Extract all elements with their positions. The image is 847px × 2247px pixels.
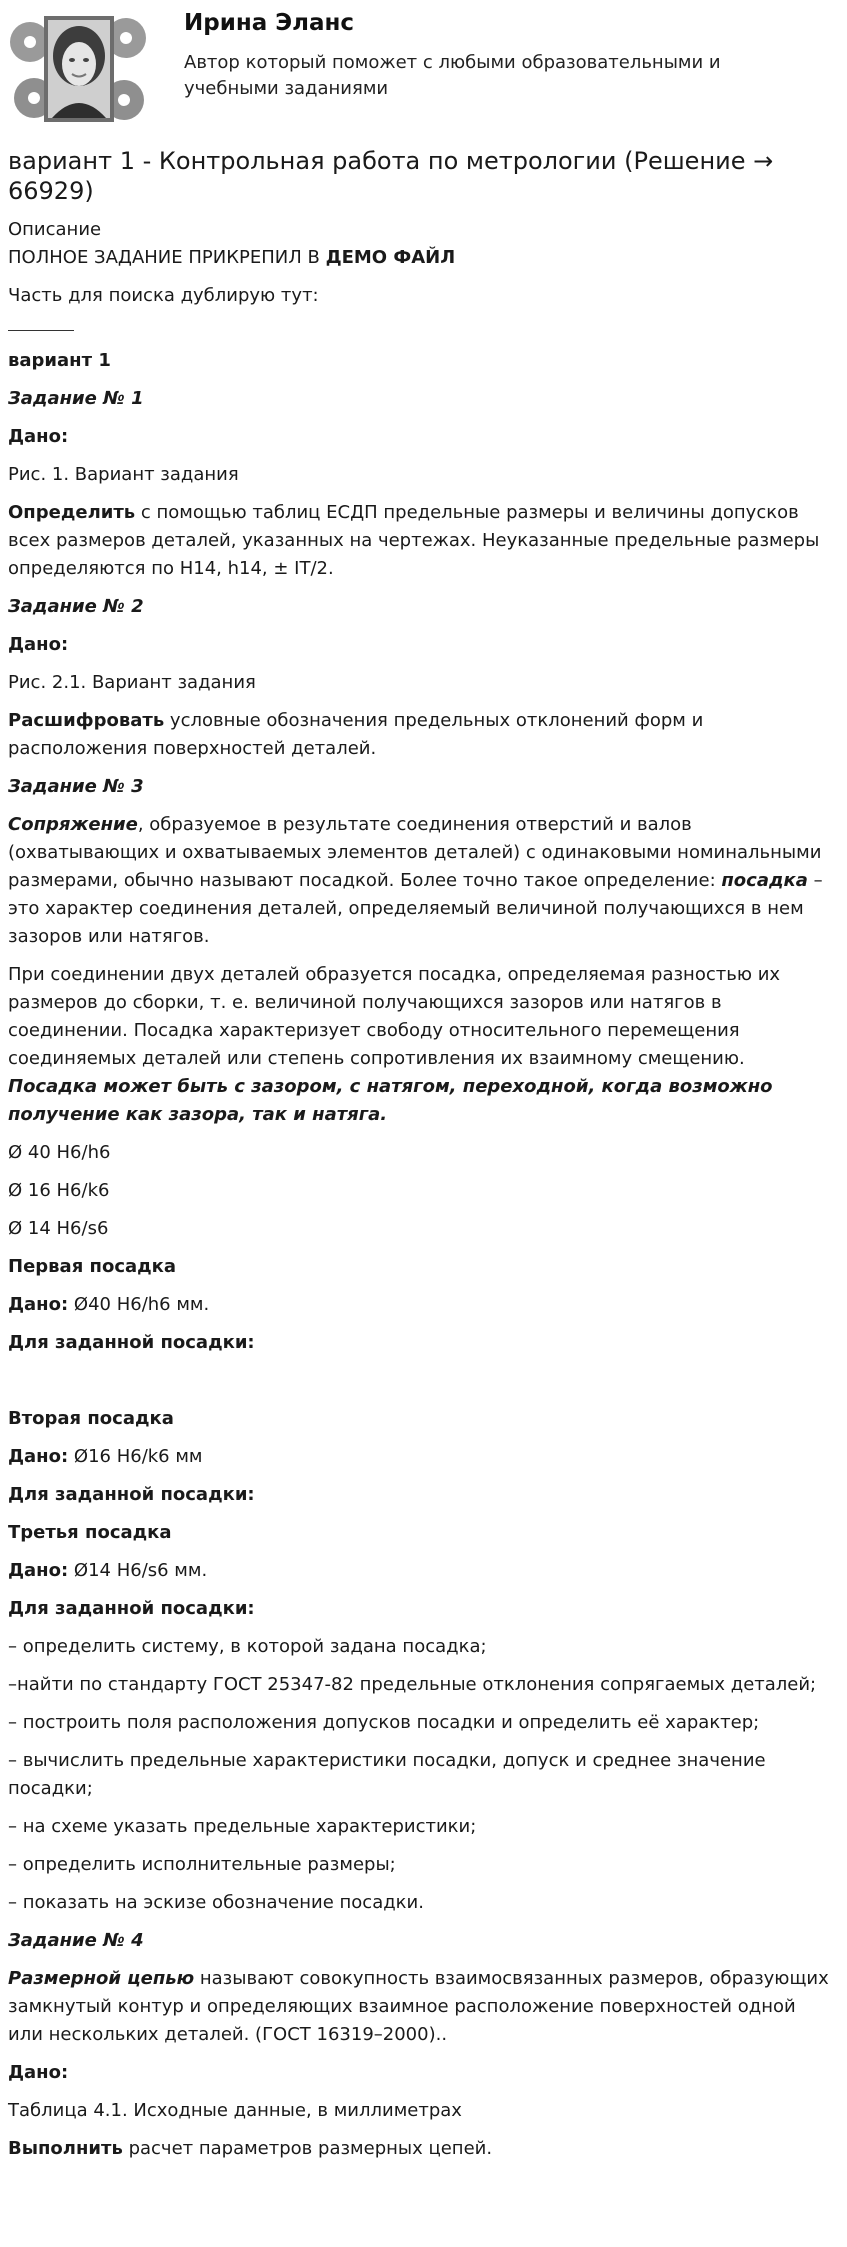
task2-decode <box>8 707 833 763</box>
task3-p1-term2: посадка <box>721 870 808 891</box>
task4-paragraph <box>8 1965 833 2049</box>
task1-given: Дано: <box>8 426 69 447</box>
first-fit-heading: Первая посадка <box>8 1256 177 1277</box>
fit-item: Ø 14 H6/s6 <box>8 1218 109 1239</box>
task3-p1-term: Сопряжение <box>8 814 138 835</box>
author-name[interactable]: Ирина Эланс <box>184 10 355 36</box>
author-avatar[interactable] <box>8 8 148 130</box>
full-task-prefix: ПОЛНОЕ ЗАДАНИЕ ПРИКРЕПИЛ В <box>8 247 326 268</box>
task1-determine <box>8 499 833 583</box>
step-item: – определить систему, в которой задана посадка; <box>8 1636 487 1657</box>
task-description <box>8 216 833 2163</box>
variant-heading: вариант 1 <box>8 350 111 371</box>
task2-decode-bold: Расшифровать <box>8 710 165 731</box>
task2-decode-text: условные обозначения предельных отклонений форм и расположения поверхностей деталей. <box>8 710 704 759</box>
first-fit-for: Для заданной посадки: <box>8 1332 255 1353</box>
step-item: – определить исполнительные размеры; <box>8 1854 396 1875</box>
task1-figure-caption: Рис. 1. Вариант задания <box>8 464 239 485</box>
task3-p1-text-b: – это характер соединения деталей, определяемый величиной получающихся в нем зазоров или натягов. <box>8 870 823 947</box>
second-fit-given-text: Ø16 H6/k6 мм <box>68 1446 203 1467</box>
first-fit-given-label: Дано: <box>8 1294 69 1315</box>
task4-term: Размерной цепью <box>8 1968 195 1989</box>
task3-paragraph-1 <box>8 811 833 951</box>
page-title: вариант 1 - Контрольная работа по метрологии (Решение → 66929) <box>8 147 774 205</box>
step-item: – вычислить предельные характеристики посадки, допуск и среднее значение посадки; <box>8 1750 766 1799</box>
task4-table-caption: Таблица 4.1. Исходные данные, в миллиметрах <box>8 2100 462 2121</box>
step-item: – показать на эскизе обозначение посадки. <box>8 1892 424 1913</box>
author-description: Автор который поможет с любыми образовательными и учебными заданиями <box>184 52 721 99</box>
task4-perform-text: расчет параметров размерных цепей. <box>122 2138 493 2159</box>
fit-item: Ø 40 H6/h6 <box>8 1142 111 1163</box>
task2-given: Дано: <box>8 634 69 655</box>
task3-paragraph-3: Посадка может быть с зазором, с натягом, переходной, когда возможно получение как зазора, так и натяга. <box>8 1076 773 1125</box>
avatar-image <box>8 8 148 130</box>
second-fit-given-label: Дано: <box>8 1446 69 1467</box>
description-label: Описание <box>8 219 102 240</box>
task1-heading: Задание № 1 <box>8 388 144 409</box>
first-fit-given <box>8 1291 833 1319</box>
third-fit-heading: Третья посадка <box>8 1522 172 1543</box>
third-fit-given-label: Дано: <box>8 1560 69 1581</box>
task3-paragraph-2: При соединении двух деталей образуется посадка, определяемая разностью их размеров до сборки, т. е. величиной получающихся зазоров или натягов в соединении. Посадка характеризует свободу относительного перемещения соединяемых деталей или степень сопротивления их взаимному смещению. <box>8 964 781 1069</box>
task1-determine-text: с помощью таблиц ЕСДП предельные размеры и величины допусков всех размеров деталей, указанных на чертежах. Неуказанные предельные размеры определяются по H14, h14, ± IT/2. <box>8 502 820 579</box>
second-fit-heading: Вторая посадка <box>8 1408 174 1429</box>
fit-item: Ø 16 H6/k6 <box>8 1180 110 1201</box>
task3-p1-text-a: , образуемое в результате соединения отверстий и валов (охватывающих и охватываемых элементов деталей) с одинаковыми номинальными размерами, обычно называют посадкой. Более точно такое определение: <box>8 814 822 891</box>
step-item: –найти по стандарту ГОСТ 25347-82 предельные отклонения сопрягаемых деталей; <box>8 1674 817 1695</box>
step-item: – построить поля расположения допусков посадки и определить её характер; <box>8 1712 760 1733</box>
second-fit-given <box>8 1443 833 1471</box>
divider <box>8 330 74 331</box>
task1-determine-bold: Определить <box>8 502 136 523</box>
third-fit-for: Для заданной посадки: <box>8 1598 255 1619</box>
first-fit-given-text: Ø40 H6/h6 мм. <box>68 1294 210 1315</box>
task4-heading: Задание № 4 <box>8 1930 144 1951</box>
task4-perform-bold: Выполнить <box>8 2138 123 2159</box>
task3-heading: Задание № 3 <box>8 776 144 797</box>
task4-given: Дано: <box>8 2062 69 2083</box>
task4-perform <box>8 2135 833 2163</box>
third-fit-given <box>8 1557 833 1585</box>
step-item: – на схеме указать предельные характеристики; <box>8 1816 477 1837</box>
task4-text: называют совокупность взаимосвязанных размеров, образующих замкнутый контур и определяющих взаимное расположение поверхностей одной или нескольких деталей. (ГОСТ 16319–2000).. <box>8 1968 829 2045</box>
third-fit-given-text: Ø14 H6/s6 мм. <box>68 1560 208 1581</box>
second-fit-for: Для заданной посадки: <box>8 1484 255 1505</box>
search-duplicate-note: Часть для поиска дублирую тут: <box>8 285 319 306</box>
author-header <box>0 0 847 140</box>
task2-figure-caption: Рис. 2.1. Вариант задания <box>8 672 256 693</box>
task2-heading: Задание № 2 <box>8 596 144 617</box>
demo-file-link[interactable]: ДЕМО ФАЙЛ <box>325 247 456 268</box>
full-task-note <box>8 244 833 272</box>
